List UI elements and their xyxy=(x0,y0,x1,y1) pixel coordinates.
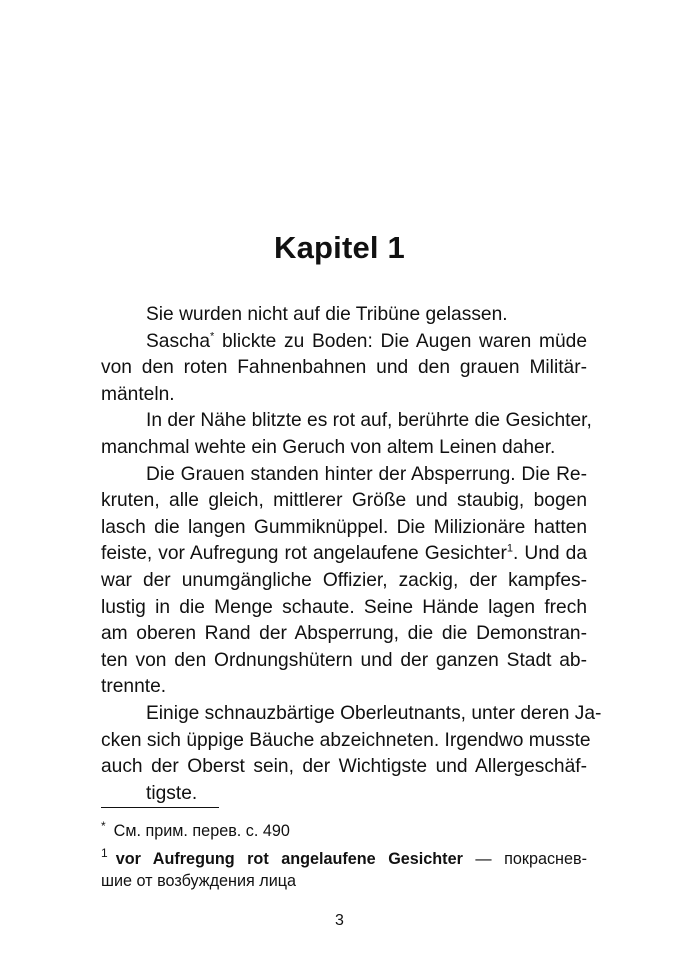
text-line: von den roten Fahnenbahnen und den grauen Militär- xyxy=(101,357,587,379)
footnote-ref-asterisk[interactable]: * xyxy=(210,330,215,343)
footnote-ref-1[interactable]: 1 xyxy=(506,542,513,555)
text-fragment: feiste, vor Aufregung rot angelaufene Gesichter xyxy=(101,543,507,565)
footnote-mark: * xyxy=(101,818,106,833)
footnote-text: — покраснев- xyxy=(462,849,587,868)
text-line: lasch die langen Gummiknüppel. Die Milizionäre hatten xyxy=(101,516,587,538)
footnote-1 xyxy=(101,848,587,893)
text-line: trennte. xyxy=(101,676,167,698)
chapter-body xyxy=(101,302,602,807)
text-line: lustig in die Menge schaute. Seine Hände lagen frech xyxy=(101,596,587,618)
text-line: mänteln. xyxy=(101,383,175,405)
footnote-line: шие от возбуждения лица xyxy=(101,872,297,890)
footnotes xyxy=(101,820,587,893)
text-line: tigste. xyxy=(146,782,198,804)
text-line: Sie wurden nicht auf die Tribüne gelassen. xyxy=(146,304,508,325)
text-line: Die Grauen standen hinter der Absperrung. Die Re- xyxy=(146,463,587,485)
footnote-mark: 1 xyxy=(101,846,108,861)
footnote-term: vor Aufregung rot angelaufene Gesichter xyxy=(115,849,463,868)
page-number: 3 xyxy=(335,912,344,929)
text-line: cken sich üppige Bäuche abzeichneten. Irgendwo musste xyxy=(101,729,591,751)
text-fragment: blickte zu Boden: Die Augen waren müde xyxy=(214,330,587,352)
text-line: war der unumgängliche Offizier, zackig, der kampfes- xyxy=(101,569,587,591)
text-line: am oberen Rand der Absperrung, die die Demonstran- xyxy=(101,623,587,645)
text-line xyxy=(101,329,587,356)
text-line: ten von den Ordnungshütern und der ganzen Stadt ab- xyxy=(101,649,587,671)
text-line xyxy=(101,541,587,568)
footnote-text: См. прим. перев. с. 490 xyxy=(113,822,290,840)
text-line: auch der Oberst sein, der Wichtigste und Allergeschäf- xyxy=(101,756,587,778)
text-line: kruten, alle gleich, mittlerer Größe und staubig, bogen xyxy=(101,490,587,512)
chapter-title: Kapitel 1 xyxy=(273,230,405,265)
text-line: Einige schnauzbärtige Oberleutnants, unter deren Ja- xyxy=(146,702,602,724)
footnote-asterisk xyxy=(101,820,587,843)
footnote-divider xyxy=(101,807,219,808)
text-line: In der Nähe blitzte es rot auf, berührte die Gesichter, xyxy=(146,410,592,432)
text-fragment: . Und da xyxy=(512,543,587,565)
text-line: manchmal wehte ein Geruch von altem Leinen daher. xyxy=(101,436,556,458)
name-sascha: Sascha xyxy=(146,330,210,352)
footnote-line xyxy=(101,848,587,871)
